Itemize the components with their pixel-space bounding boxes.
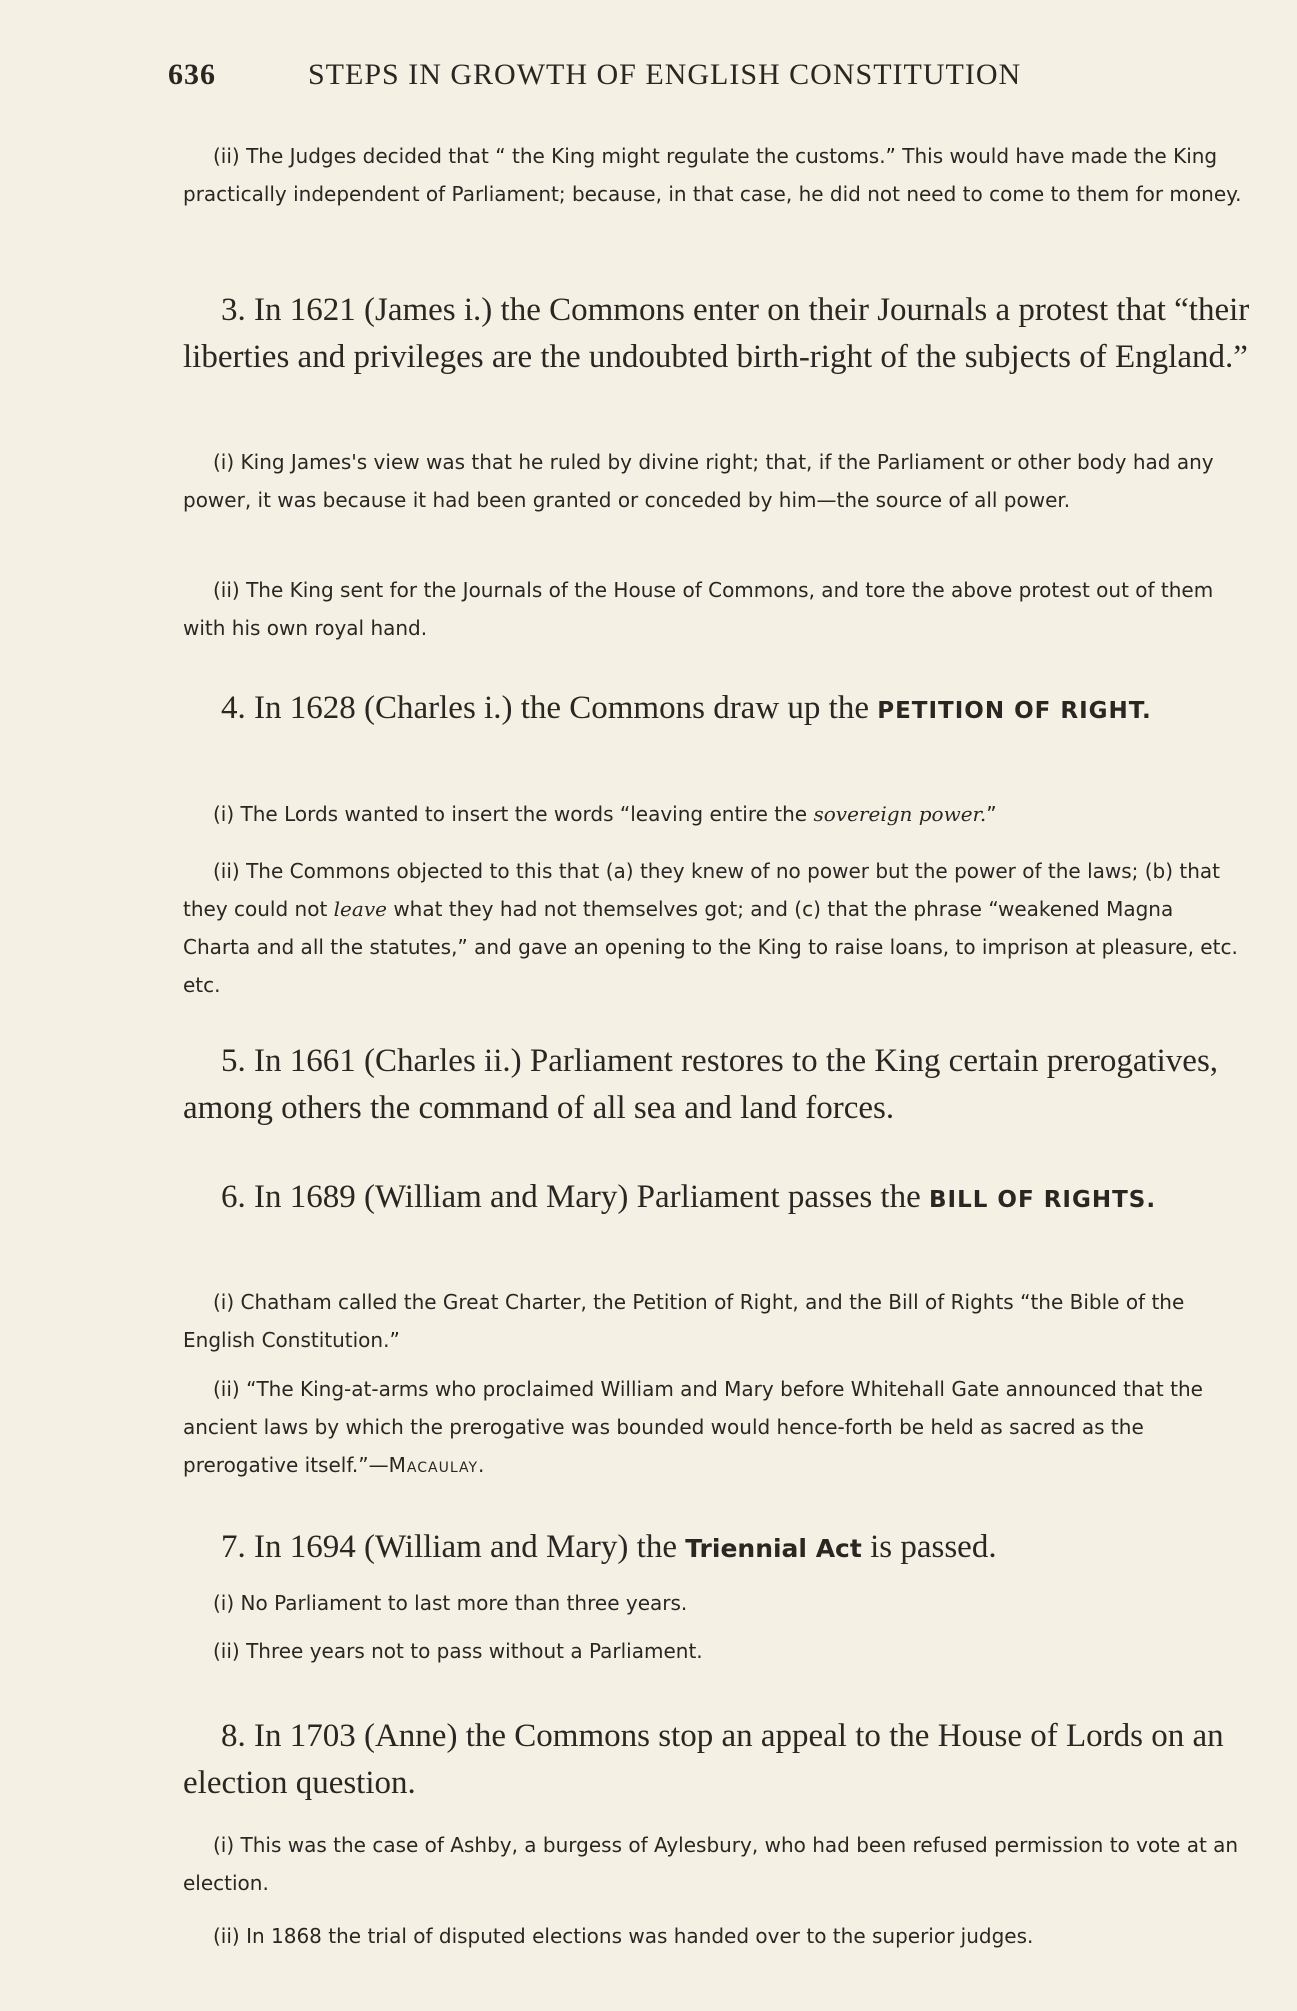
macaulay-attribution: Macaulay. — [388, 1453, 486, 1477]
bill-of-rights-term: BILL OF RIGHTS. — [929, 1187, 1157, 1213]
section-8-note-ii: (ii) In 1868 the trial of disputed elections was handed over to the superior judges. — [213, 1924, 1034, 1948]
section-6-note-i: (i) Chatham called the Great Charter, the Petition of Right, and the Bill of Rights “the Bible of the English Constitution.” — [183, 1290, 1185, 1352]
closing-quote: ” — [986, 802, 997, 826]
section-4-note-ii — [183, 852, 1243, 1004]
section-6-note-ii — [183, 1370, 1243, 1484]
leave-word: leave — [333, 897, 387, 921]
section-3-note-ii: (ii) The King sent for the Journals of the House of Commons, and tore the above protest out of them with his own royal hand. — [183, 578, 1214, 640]
section-4-note-i-text: (i) The Lords wanted to insert the words “leaving entire the — [213, 802, 808, 826]
macaulay-quote: (ii) “The King-at-arms who proclaimed William and Mary before Whitehall Gate announced that the ancient laws by which the prerogative was bounded would hence-forth be held as sacred as the prerogative itself.”— — [183, 1377, 1203, 1477]
triennial-act-term: Triennial Act — [685, 1534, 862, 1563]
section-3-note-i: (i) King James's view was that he ruled by divine right; that, if the Parliament or other body had any power, it was because it had been granted or conceded by him—the source of all power. — [183, 450, 1214, 512]
running-title: STEPS IN GROWTH OF ENGLISH CONSTITUTION — [308, 58, 1022, 91]
section-6-heading — [183, 1174, 1253, 1224]
section-7-heading — [183, 1524, 1253, 1572]
section-4-note-ii-text-b: what they had not themselves got; and (c) that the phrase “weakened Magna Charta and all the statutes,” and gave an opening to the King to raise loans, to imprison at pleasure, etc. etc. — [183, 897, 1238, 997]
section-4-heading — [183, 685, 1253, 735]
section-6-heading-text: 6. In 1689 (William and Mary) Parliament passes the — [221, 1179, 921, 1215]
petition-of-right-term: PETITION OF RIGHT. — [877, 698, 1152, 724]
section-7-note-ii: (ii) Three years not to pass without a Parliament. — [213, 1639, 703, 1663]
section-2-note-ii: (ii) The Judges decided that “ the King might regulate the customs.” This would have made the King practically independent of Parliament; because, in that case, he did not need to come to them for money. — [183, 144, 1242, 206]
section-8-heading: 8. In 1703 (Anne) the Commons stop an appeal to the House of Lords on an election question. — [183, 1718, 1224, 1801]
page-number: 636 — [168, 58, 216, 91]
section-7-heading-text-b: is passed. — [870, 1529, 997, 1565]
section-3-heading: 3. In 1621 (James i.) the Commons enter on their Journals a protest that “their liberties and privileges are the undoubted birth-right of the subjects of England.” — [183, 292, 1250, 375]
section-5-heading: 5. In 1661 (Charles ii.) Parliament restores to the King certain prerogatives, among others the command of all sea and land forces. — [183, 1043, 1219, 1126]
section-4-heading-text: 4. In 1628 (Charles i.) the Commons draw up the — [221, 690, 869, 726]
section-8-note-i: (i) This was the case of Ashby, a burgess of Aylesbury, who had been refused permission to vote at an election. — [183, 1833, 1239, 1895]
section-4-note-ii-text-a: (ii) The Commons objected to this that (a) they knew of no power but the power of the laws; (b) that they could not — [183, 859, 1221, 921]
section-7-note-i: (i) No Parliament to last more than three years. — [213, 1591, 688, 1615]
sovereign-power-phrase: sovereign power. — [813, 802, 987, 826]
section-4-note-i — [183, 795, 1243, 833]
section-7-heading-text-a: 7. In 1694 (William and Mary) the — [221, 1529, 677, 1565]
